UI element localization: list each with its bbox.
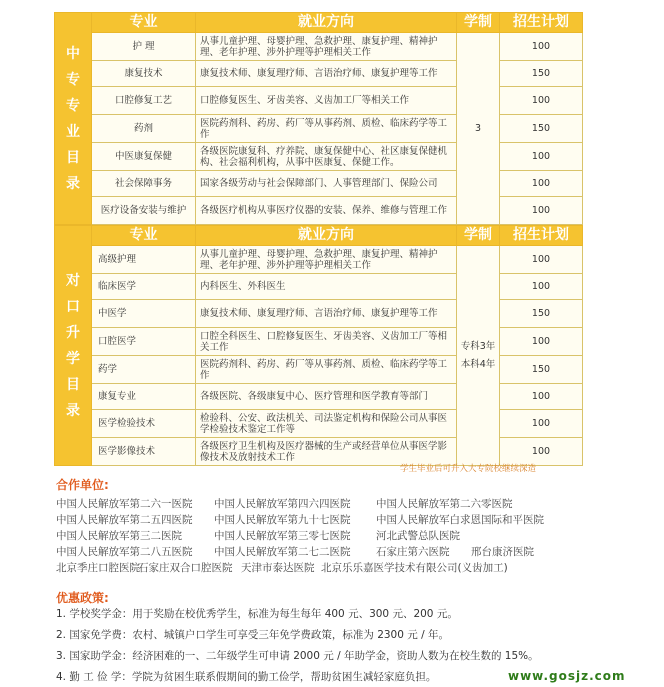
section-label-char: 专 bbox=[66, 97, 80, 114]
major-name: 中医学 bbox=[92, 300, 196, 328]
section-label bbox=[55, 13, 92, 225]
header-major: 专业 bbox=[92, 226, 196, 246]
partner-name: 中国人民解放军白求恩国际和平医院 bbox=[376, 514, 544, 526]
policy-item: 2. 国家免学费：农村、城镇户口学生可享受三年免学费政策，标准为 2300 元 / 年。 bbox=[56, 629, 449, 641]
section-label-char: 录 bbox=[66, 402, 80, 419]
enrollment-plan: 100 bbox=[500, 328, 583, 356]
enrollment-plan: 100 bbox=[500, 246, 583, 274]
table-row bbox=[55, 115, 583, 143]
section-label-char: 中 bbox=[66, 45, 80, 62]
major-name: 药学 bbox=[92, 356, 196, 384]
major-name: 医学检验技术 bbox=[92, 410, 196, 438]
employment-direction: 口腔全科医生、口腔修复医生、牙齿美容、义齿加工厂等相关工作 bbox=[196, 328, 457, 356]
enrollment-plan: 100 bbox=[500, 171, 583, 197]
employment-direction: 医院药剂科、药房、药厂等从事药剂、质检、临床药学等工作 bbox=[196, 356, 457, 384]
partner-name: 中国人民解放军第三二医院 bbox=[56, 530, 182, 542]
section-label-char: 目 bbox=[66, 376, 80, 393]
major-name: 临床医学 bbox=[92, 274, 196, 300]
partner-name: 中国人民解放军第二五四医院 bbox=[56, 514, 193, 526]
partner-name: 中国人民解放军第二六一医院 bbox=[56, 498, 193, 510]
enrollment-plan: 150 bbox=[500, 300, 583, 328]
section-label-char: 录 bbox=[66, 175, 80, 192]
policy-title: 优惠政策: bbox=[56, 591, 109, 605]
employment-direction: 内科医生、外科医生 bbox=[196, 274, 457, 300]
study-duration bbox=[457, 246, 500, 466]
study-duration: 3 bbox=[457, 33, 500, 225]
partner-name: 天津市泰达医院 bbox=[241, 562, 315, 574]
enrollment-plan: 150 bbox=[500, 356, 583, 384]
header-system: 学制 bbox=[457, 226, 500, 246]
employment-direction: 从事儿童护理、母婴护理、急救护理、康复护理、精神护理、老年护理、涉外护理等护理相关工作 bbox=[196, 33, 457, 61]
partner-name: 石家庄双合口腔医院 bbox=[138, 562, 233, 574]
employment-direction: 各级医院康复科、疗养院、康复保健中心、社区康复保健机构、社会福利机构，从事中医康复、保健工作。 bbox=[196, 143, 457, 171]
table-row bbox=[55, 410, 583, 438]
employment-direction: 医院药剂科、药房、药厂等从事药剂、质检、临床药学等工作 bbox=[196, 115, 457, 143]
table-row bbox=[55, 61, 583, 87]
enrollment-plan: 100 bbox=[500, 438, 583, 466]
section-label bbox=[55, 226, 92, 466]
table-row bbox=[55, 274, 583, 300]
employment-direction: 口腔修复医生、牙齿美容、义齿加工厂等相关工作 bbox=[196, 87, 457, 115]
section-label-char: 业 bbox=[66, 123, 80, 140]
table-row bbox=[55, 33, 583, 61]
section-label-char: 口 bbox=[66, 298, 80, 315]
major-name: 护 理 bbox=[92, 33, 196, 61]
table-row bbox=[55, 300, 583, 328]
partners-row bbox=[56, 528, 616, 544]
major-name: 高级护理 bbox=[92, 246, 196, 274]
table-row bbox=[55, 143, 583, 171]
employment-direction: 康复技术师、康复理疗师、言语治疗师、康复护理等工作 bbox=[196, 61, 457, 87]
header-plan: 招生计划 bbox=[500, 13, 583, 33]
partners-row bbox=[56, 560, 616, 576]
section-label-char: 升 bbox=[66, 324, 80, 341]
partner-name: 中国人民解放军第二八五医院 bbox=[56, 546, 193, 558]
partners-row bbox=[56, 496, 616, 512]
major-name: 口腔医学 bbox=[92, 328, 196, 356]
employment-direction: 康复技术师、康复理疗师、言语治疗师、康复护理等工作 bbox=[196, 300, 457, 328]
major-name: 口腔修复工艺 bbox=[92, 87, 196, 115]
partner-name: 中国人民解放军第九十七医院 bbox=[214, 514, 351, 526]
employment-direction: 从事儿童护理、母婴护理、急救护理、康复护理、精神护理、老年护理、涉外护理等护理相关工作 bbox=[196, 246, 457, 274]
policy-item: 3. 国家助学金：经济困难的一、二年级学生可申请 2000 元 / 年助学金，资助人数为在校生数的 15%。 bbox=[56, 650, 539, 662]
header-plan: 招生计划 bbox=[500, 226, 583, 246]
partner-name: 河北武警总队医院 bbox=[376, 530, 460, 542]
table-row bbox=[55, 356, 583, 384]
enrollment-plan: 100 bbox=[500, 143, 583, 171]
partners-row bbox=[56, 544, 616, 560]
section-label-char: 专 bbox=[66, 71, 80, 88]
section-label-char: 目 bbox=[66, 149, 80, 166]
major-name: 中医康复保健 bbox=[92, 143, 196, 171]
major-name: 康复技术 bbox=[92, 61, 196, 87]
enrollment-plan: 150 bbox=[500, 61, 583, 87]
major-name: 医学影像技术 bbox=[92, 438, 196, 466]
enrollment-plan: 100 bbox=[500, 33, 583, 61]
employment-direction: 各级医疗机构从事医疗仪器的安装、保养、维修与管理工作 bbox=[196, 197, 457, 225]
partner-name: 北京乐乐嘉医学技术有限公司(义齿加工) bbox=[321, 562, 508, 574]
enrollment-plan: 100 bbox=[500, 274, 583, 300]
partner-name: 石家庄第六医院 bbox=[376, 546, 450, 558]
major-name: 康复专业 bbox=[92, 384, 196, 410]
section-label-char: 学 bbox=[66, 350, 80, 367]
partner-name: 中国人民解放军第二七二医院 bbox=[214, 546, 351, 558]
partner-name: 北京季庄口腔医院 bbox=[56, 562, 140, 574]
further-study-note: 学生毕业后可升入大专院校继续深造 bbox=[400, 464, 537, 474]
major-name: 医疗设备安装与维护 bbox=[92, 197, 196, 225]
employment-direction: 各级医院、各级康复中心、医疗管理和医学教育等部门 bbox=[196, 384, 457, 410]
enrollment-plan: 150 bbox=[500, 115, 583, 143]
watermark: www.gosjz.com bbox=[508, 669, 626, 683]
partners-row bbox=[56, 512, 616, 528]
table-secondary-programs bbox=[54, 12, 583, 225]
major-name: 药剂 bbox=[92, 115, 196, 143]
enrollment-plan: 100 bbox=[500, 384, 583, 410]
section-label-char: 对 bbox=[66, 272, 80, 289]
study-duration-line: 本科4年 bbox=[460, 358, 496, 370]
header-direction: 就业方向 bbox=[196, 226, 457, 246]
partners-list bbox=[56, 496, 616, 576]
program-tables bbox=[54, 12, 582, 466]
partner-name: 中国人民解放军第二六零医院 bbox=[376, 498, 513, 510]
partners-title: 合作单位: bbox=[56, 478, 109, 492]
partner-name: 邢台康济医院 bbox=[471, 546, 534, 558]
enrollment-plan: 100 bbox=[500, 410, 583, 438]
table-row bbox=[55, 197, 583, 225]
table-row bbox=[55, 87, 583, 115]
employment-direction: 国家各级劳动与社会保障部门、人事管理部门、保险公司 bbox=[196, 171, 457, 197]
enrollment-plan: 100 bbox=[500, 87, 583, 115]
major-name: 社会保障事务 bbox=[92, 171, 196, 197]
table-row bbox=[55, 384, 583, 410]
header-major: 专业 bbox=[92, 13, 196, 33]
partner-name: 中国人民解放军第三零七医院 bbox=[214, 530, 351, 542]
employment-direction: 检验科、公安、政法机关、司法鉴定机构和保险公司从事医学检验技术鉴定工作等 bbox=[196, 410, 457, 438]
table-header-row bbox=[55, 226, 583, 246]
table-row bbox=[55, 246, 583, 274]
table-higher-education-programs bbox=[54, 225, 583, 466]
table-header-row bbox=[55, 13, 583, 33]
header-system: 学制 bbox=[457, 13, 500, 33]
policy-item: 1. 学校奖学金：用于奖励在校优秀学生，标准为每生每年 400 元、300 元、200 元。 bbox=[56, 608, 458, 620]
employment-direction: 各级医疗卫生机构及医疗器械的生产或经营单位从事医学影像技术及放射技术工作 bbox=[196, 438, 457, 466]
study-duration-line: 专科3年 bbox=[460, 340, 496, 352]
policy-item: 4. 勤 工 俭 学：学院为贫困生联系假期间的勤工俭学，帮助贫困生减轻家庭负担。 bbox=[56, 671, 437, 683]
header-direction: 就业方向 bbox=[196, 13, 457, 33]
enrollment-plan: 100 bbox=[500, 197, 583, 225]
table-row bbox=[55, 328, 583, 356]
table-row bbox=[55, 171, 583, 197]
partner-name: 中国人民解放军第四六四医院 bbox=[214, 498, 351, 510]
